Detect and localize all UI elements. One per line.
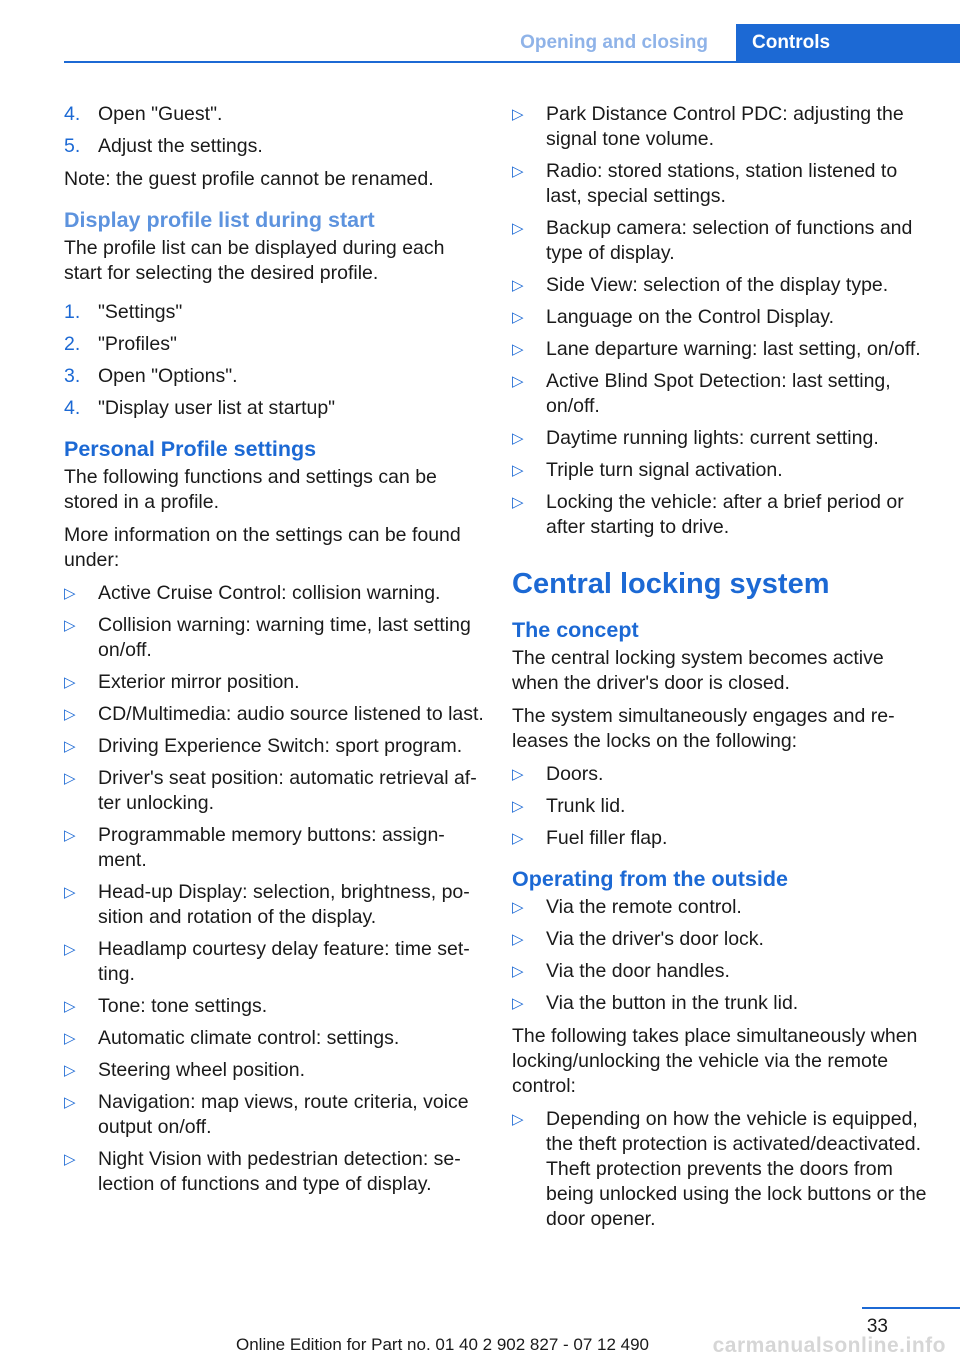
watermark: carmanualsonline.info: [712, 1334, 946, 1357]
item-text: Via the remote control.: [546, 896, 742, 918]
list-item: [512, 337, 932, 362]
list-item: [512, 305, 932, 330]
outside-text: The following takes place simultaneously when locking/unlocking the vehicle via the remote control:: [512, 1025, 918, 1097]
triangle-right-icon: ▷: [512, 766, 524, 783]
triangle-right-icon: ▷: [512, 931, 524, 948]
triangle-right-icon: ▷: [64, 617, 76, 634]
chapter-tab[interactable]: Controls: [736, 24, 960, 61]
central-locking-heading: Central locking system: [512, 568, 830, 600]
item-text: Triple turn signal activation.: [546, 459, 783, 481]
list-item: [64, 994, 484, 1019]
item-text: Fuel filler flap.: [546, 827, 668, 849]
item-text: Daytime running lights: current setting.: [546, 427, 879, 449]
header-rule: [64, 61, 960, 63]
display-profile-heading: Display profile list during start: [64, 208, 375, 232]
list-item: [64, 613, 484, 663]
left-column: [64, 102, 484, 1205]
profile-items-list: [512, 102, 932, 540]
list-item: [512, 102, 932, 152]
list-item: [64, 1147, 484, 1197]
triangle-right-icon: ▷: [64, 827, 76, 844]
triangle-right-icon: ▷: [512, 830, 524, 847]
list-item: [512, 458, 932, 483]
item-text: Via the driver's door lock.: [546, 928, 764, 950]
triangle-right-icon: ▷: [512, 163, 524, 180]
step-text: Open "Options".: [98, 365, 238, 387]
triangle-right-icon: ▷: [64, 674, 76, 691]
triangle-right-icon: ▷: [512, 963, 524, 980]
triangle-right-icon: ▷: [64, 884, 76, 901]
guest-steps-list: [64, 102, 484, 159]
list-item: [64, 734, 484, 759]
triangle-right-icon: ▷: [512, 995, 524, 1012]
item-text: Trunk lid.: [546, 795, 626, 817]
list-item: [64, 823, 484, 873]
item-text: Collision warning: warning time, last setting on/off.: [98, 614, 471, 661]
step-number: 1.: [64, 301, 81, 323]
step-text: "Settings": [98, 301, 183, 323]
list-item: [512, 159, 932, 209]
item-text: Automatic climate control: settings.: [98, 1027, 400, 1049]
item-text: Radio: stored stations, station listened to last, special settings.: [546, 160, 898, 207]
item-text: CD/Multimedia: audio source listened to last.: [98, 703, 484, 725]
personal-profile-heading: Personal Profile settings: [64, 437, 317, 461]
triangle-right-icon: ▷: [64, 998, 76, 1015]
item-text: Via the button in the trunk lid.: [546, 992, 799, 1014]
item-text: Head-up Display: selection, brightness, po‐sition and rotation of the display.: [98, 881, 470, 928]
item-text: Locking the vehicle: after a brief period or after starting to drive.: [546, 491, 904, 538]
list-item: [512, 426, 932, 451]
list-item: [512, 959, 932, 984]
step-number: 4.: [64, 103, 81, 125]
item-text: Lane departure warning: last setting, on/off.: [546, 338, 921, 360]
list-item: [64, 364, 484, 389]
item-text: Language on the Control Display.: [546, 306, 834, 328]
step-number: 3.: [64, 365, 81, 387]
triangle-right-icon: ▷: [512, 106, 524, 123]
list-item: [512, 273, 932, 298]
display-steps-list: [64, 300, 484, 421]
outside-items2-list: [512, 1107, 932, 1232]
list-item: [64, 702, 484, 727]
triangle-right-icon: ▷: [512, 462, 524, 479]
item-text: Park Distance Control PDC: adjusting the signal tone volume.: [546, 103, 904, 150]
step-text: "Display user list at startup": [98, 397, 336, 419]
triangle-right-icon: ▷: [64, 585, 76, 602]
concept-text: The system simultaneously engages and re‐leases the locks on the following:: [512, 705, 895, 752]
item-text: Active Blind Spot Detection: last setting, on/off.: [546, 370, 891, 417]
list-item: [64, 766, 484, 816]
list-item: [512, 991, 932, 1016]
list-item: [512, 369, 932, 419]
concept-heading: The concept: [512, 618, 639, 642]
list-item: [512, 490, 932, 540]
list-item: [64, 396, 484, 421]
triangle-right-icon: ▷: [64, 1062, 76, 1079]
triangle-right-icon: ▷: [64, 941, 76, 958]
item-text: Navigation: map views, route criteria, voice output on/off.: [98, 1091, 469, 1138]
list-item: [64, 880, 484, 930]
triangle-right-icon: ▷: [512, 430, 524, 447]
personal-items-list: [64, 581, 484, 1197]
step-text: Open "Guest".: [98, 103, 223, 125]
triangle-right-icon: ▷: [64, 706, 76, 723]
concept-items-list: [512, 762, 932, 851]
triangle-right-icon: ▷: [512, 277, 524, 294]
section-tab[interactable]: Opening and closing: [520, 32, 708, 53]
list-item: [64, 1026, 484, 1051]
list-item: [64, 300, 484, 325]
triangle-right-icon: ▷: [512, 899, 524, 916]
triangle-right-icon: ▷: [512, 309, 524, 326]
triangle-right-icon: ▷: [64, 738, 76, 755]
list-item: [512, 1107, 932, 1232]
triangle-right-icon: ▷: [512, 798, 524, 815]
triangle-right-icon: ▷: [512, 494, 524, 511]
step-text: Adjust the settings.: [98, 135, 263, 157]
guest-note: Note: the guest profile cannot be renamed.: [64, 168, 434, 190]
triangle-right-icon: ▷: [512, 341, 524, 358]
list-item: [512, 895, 932, 920]
personal-profile-text: The following functions and settings can be stored in a profile.: [64, 466, 437, 513]
item-text: Headlamp courtesy delay feature: time set‐ting.: [98, 938, 470, 985]
list-item: [64, 134, 484, 159]
item-text: Active Cruise Control: collision warning.: [98, 582, 441, 604]
item-text: Backup camera: selection of functions and type of display.: [546, 217, 913, 264]
item-text: Driver's seat position: automatic retrieval af‐ter unlocking.: [98, 767, 477, 814]
outside-items-list: [512, 895, 932, 1016]
item-text: Depending on how the vehicle is equipped, the theft protection is activated/deactivated. Theft protection prevents the doors from being unlocked using the lock buttons or the door opener.: [546, 1108, 927, 1230]
list-item: [64, 581, 484, 606]
list-item: [64, 102, 484, 127]
item-text: Via the door handles.: [546, 960, 730, 982]
triangle-right-icon: ▷: [512, 373, 524, 390]
item-text: Tone: tone settings.: [98, 995, 268, 1017]
list-item: [64, 937, 484, 987]
triangle-right-icon: ▷: [64, 770, 76, 787]
list-item: [64, 670, 484, 695]
step-number: 2.: [64, 333, 81, 355]
item-text: Night Vision with pedestrian detection: se‐lection of functions and type of display.: [98, 1148, 461, 1195]
right-column: [512, 102, 932, 1240]
list-item: [512, 216, 932, 266]
item-text: Driving Experience Switch: sport program.: [98, 735, 463, 757]
list-item: [64, 1090, 484, 1140]
triangle-right-icon: ▷: [64, 1030, 76, 1047]
edition-text: Online Edition for Part no. 01 40 2 902 827 - 07 12 490: [236, 1335, 650, 1354]
triangle-right-icon: ▷: [64, 1094, 76, 1111]
step-number: 4.: [64, 397, 81, 419]
list-item: [512, 762, 932, 787]
list-item: [64, 1058, 484, 1083]
list-item: [512, 826, 932, 851]
outside-heading: Operating from the outside: [512, 867, 788, 891]
step-number: 5.: [64, 135, 81, 157]
item-text: Exterior mirror position.: [98, 671, 300, 693]
concept-text: The central locking system becomes active when the driver's door is closed.: [512, 647, 884, 694]
step-text: "Profiles": [98, 333, 177, 355]
list-item: [512, 794, 932, 819]
page-header: [0, 0, 960, 66]
personal-profile-text: More information on the settings can be found under:: [64, 524, 461, 571]
triangle-right-icon: ▷: [512, 1111, 524, 1128]
item-text: Steering wheel position.: [98, 1059, 306, 1081]
item-text: Programmable memory buttons: assign‐ment.: [98, 824, 445, 871]
page-number: 33: [866, 1316, 888, 1337]
triangle-right-icon: ▷: [64, 1151, 76, 1168]
list-item: [64, 332, 484, 357]
footer-rule: [862, 1307, 960, 1309]
display-profile-text: The profile list can be displayed during each start for selecting the desired profile.: [64, 237, 445, 284]
triangle-right-icon: ▷: [512, 220, 524, 237]
item-text: Side View: selection of the display type.: [546, 274, 889, 296]
item-text: Doors.: [546, 763, 604, 785]
list-item: [512, 927, 932, 952]
